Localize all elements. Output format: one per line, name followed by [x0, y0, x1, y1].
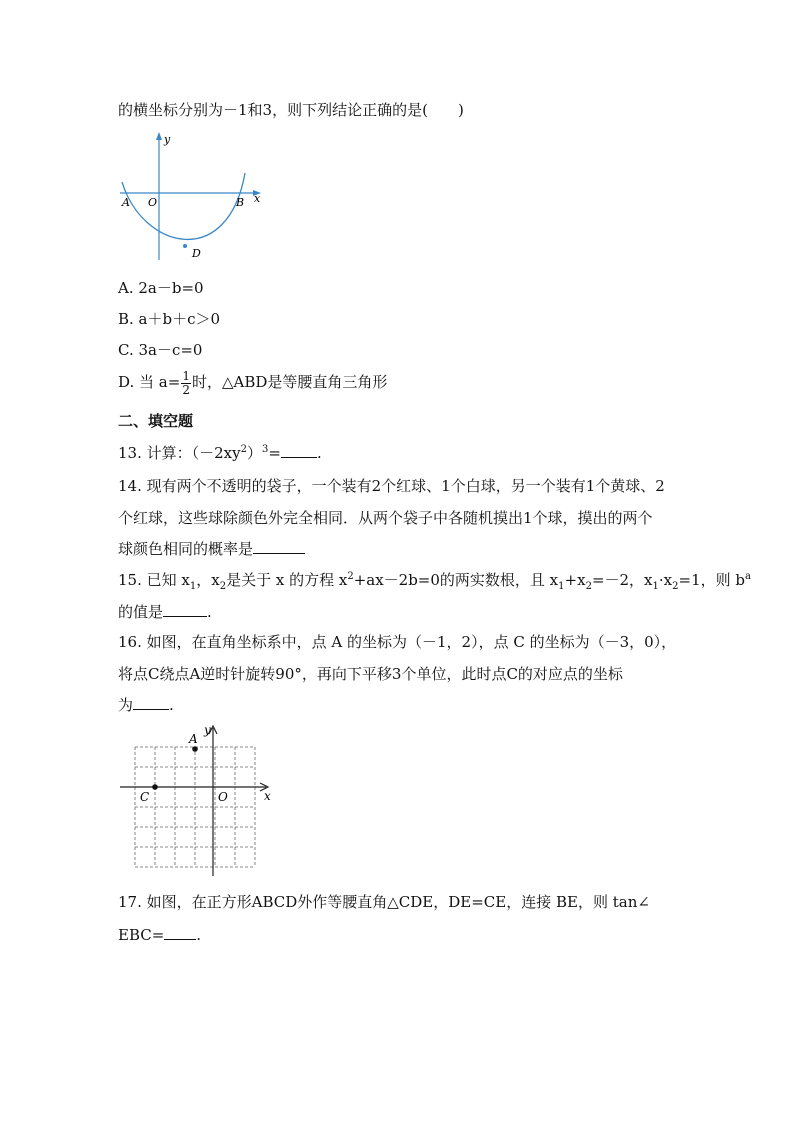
q15-sub-2: 2 [219, 581, 227, 592]
q15-part-8: =1，则 b [678, 571, 745, 589]
q15-part-4: +ax－2b=0的两实数根，且 x [353, 571, 559, 589]
q13-text: 13. 计算：（－2xy [118, 444, 241, 462]
q16-line-3-b: . [169, 696, 174, 714]
q15-part-5: +x [564, 571, 586, 589]
q16-line-1: 16. 如图，在直角坐标系中，点 A 的坐标为（－1，2），点 C 的坐标为（－3，0）， [118, 633, 677, 651]
q15-line-2-b: . [207, 603, 212, 621]
q16-line-3-a: 为 [118, 696, 134, 714]
label-b: B [236, 196, 245, 209]
q15-sub-3: 1 [558, 581, 565, 592]
q15-part-7: ·x [658, 571, 673, 589]
question-17-line-2 [118, 925, 201, 945]
question-intro-line: 的横坐标分别为－1和3，则下列结论正确的是( ) [118, 101, 464, 119]
q16-line-2: 将点C绕点A逆时针旋转90°，再向下平移3个单位，此时点C的对应点的坐标 [118, 665, 623, 683]
q15-part-6: =－2，x [591, 571, 653, 589]
label-y: y [164, 133, 171, 146]
q17-line-1: 17. 如图，在正方形ABCD外作等腰直角△CDE，DE=CE，连接 BE，则 tan∠ [118, 893, 650, 911]
label-o: O [148, 196, 158, 209]
fraction-numerator: 1 [182, 368, 190, 383]
section-heading: 二、填空题 [118, 412, 194, 430]
q17-line-2-b: . [196, 926, 202, 944]
q15-exp-1: 2 [347, 571, 354, 582]
answer-blank[interactable] [253, 539, 305, 554]
q14-line-3-text: 球颜色相同的概率是 [118, 540, 254, 558]
label-a: A [189, 732, 198, 746]
q15-line-2-a: 的值是 [118, 603, 164, 621]
parabola-curve [122, 173, 245, 239]
y-axis-arrow-icon [156, 132, 162, 140]
question-14-line-3 [118, 539, 305, 559]
point-a [192, 746, 198, 752]
fraction-denominator: 2 [182, 382, 190, 397]
label-d: D [192, 247, 201, 260]
question-15-line-2 [118, 602, 212, 622]
q13-tail: = [268, 444, 281, 462]
fraction-one-half [181, 370, 191, 397]
q14-line-1: 14. 现有两个不透明的袋子，一个装有2个红球、1个白球，另一个装有1个黄球、2 [118, 477, 665, 495]
q13-close: ） [246, 444, 262, 462]
label-x: x [264, 789, 271, 803]
vertex-point-d [183, 244, 187, 248]
answer-blank[interactable] [163, 602, 207, 617]
option-c: C. 3a－c=0 [118, 341, 203, 359]
option-b: B. a＋b＋c＞0 [118, 310, 221, 328]
q15-part-3: 是关于 x 的方程 x [226, 571, 348, 589]
q15-part-1: 15. 已知 x [118, 571, 190, 589]
answer-blank[interactable] [133, 695, 169, 710]
dashed-grid [135, 747, 255, 867]
option-d [118, 367, 387, 397]
answer-blank[interactable] [164, 925, 196, 940]
q15-exp-2: a [744, 571, 751, 582]
question-15-line-1 [118, 570, 751, 590]
point-c [152, 784, 158, 790]
q13-exp: 2 [240, 444, 247, 455]
label-c: C [140, 790, 150, 804]
q17-line-2-a: EBC= [118, 926, 165, 944]
q15-sub-4: 2 [585, 581, 592, 592]
label-x: x [254, 192, 261, 205]
question-16-line-3 [118, 695, 174, 715]
grid-figure [118, 722, 278, 882]
q15-part-2: ，x [196, 571, 220, 589]
q13-exp2: 3 [262, 444, 269, 455]
q15-sub-5: 1 [652, 581, 659, 592]
q15-sub-1: 1 [189, 581, 197, 592]
label-y: y [204, 723, 211, 737]
answer-blank[interactable] [281, 443, 317, 458]
option-d-prefix: D. 当 a= [118, 373, 181, 391]
q15-sub-6: 2 [672, 581, 679, 592]
option-a: A. 2a－b=0 [118, 279, 204, 297]
q13-end: . [316, 444, 322, 462]
option-d-suffix: 时，△ABD是等腰直角三角形 [191, 373, 388, 391]
parabola-figure [118, 130, 268, 262]
label-o: O [218, 790, 228, 804]
q14-line-2: 个红球，这些球除颜色外完全相同．从两个袋子中各随机摸出1个球，摸出的两个 [118, 509, 653, 527]
question-13 [118, 443, 322, 463]
label-a: A [122, 196, 130, 209]
